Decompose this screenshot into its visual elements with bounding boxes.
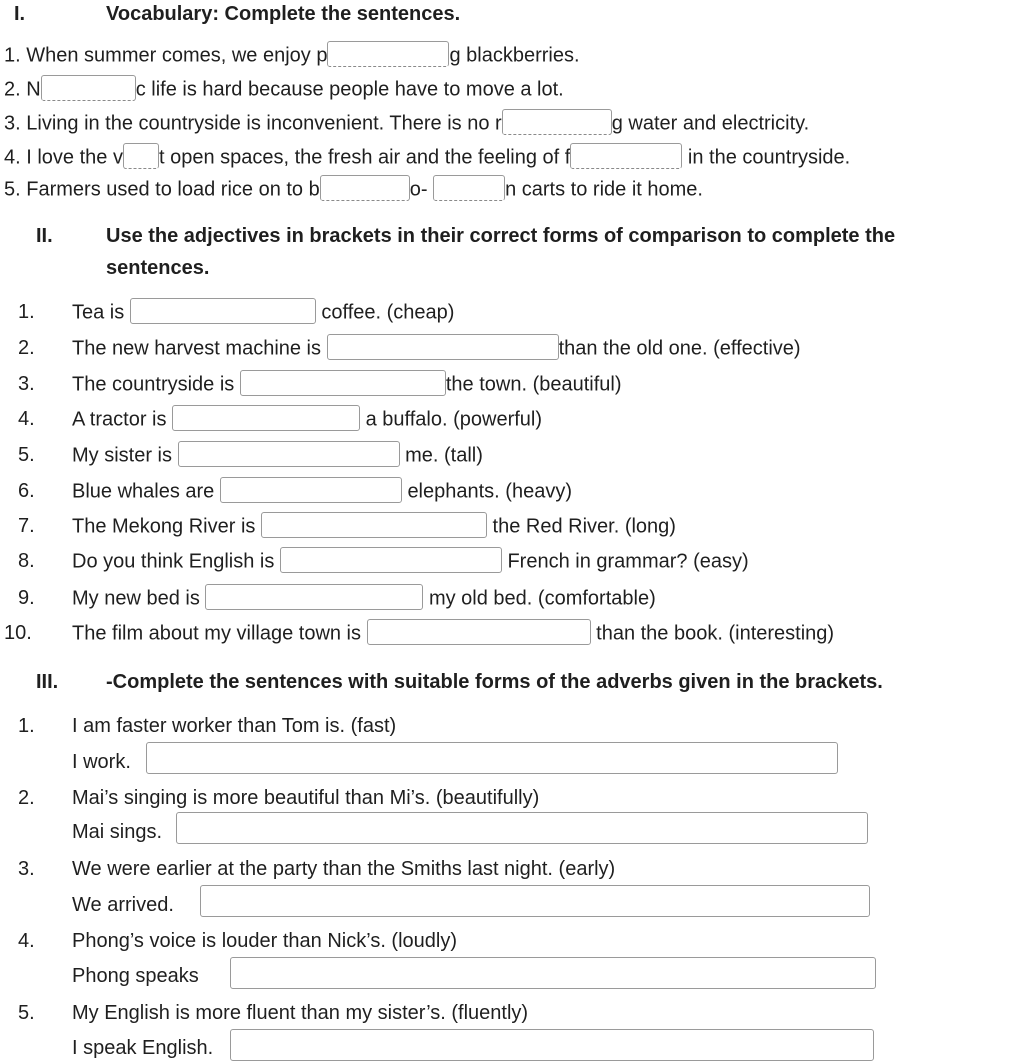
s3-item-3-number: 3. xyxy=(18,858,35,880)
s2-item-1-number: 1. xyxy=(18,301,35,323)
item-text: in the countryside. xyxy=(687,146,851,169)
item-text: n carts to ride it home. xyxy=(505,178,703,201)
s3-item-1-number: 1. xyxy=(18,715,35,737)
s1-item-4 xyxy=(4,145,850,171)
section-3-title: -Complete the sentences with suitable forms of the adverbs given in the brackets. xyxy=(106,671,883,693)
item-text: Do you think English is xyxy=(72,550,275,573)
s2-item-5-number: 5. xyxy=(18,444,35,466)
s1-item-2 xyxy=(4,77,564,103)
s1-item-1 xyxy=(4,43,580,69)
answer-input[interactable] xyxy=(146,742,838,774)
answer-input[interactable] xyxy=(123,143,159,169)
section-3-number: III. xyxy=(36,671,59,693)
s2-item-9-number: 9. xyxy=(18,587,35,609)
answer-input[interactable] xyxy=(240,370,446,396)
section-1-number: I. xyxy=(14,3,26,25)
item-text: the town. (beautiful) xyxy=(445,373,622,396)
item-text: A tractor is xyxy=(72,408,167,431)
item-text: than the old one. (effective) xyxy=(558,337,801,360)
answer-input[interactable] xyxy=(172,405,360,431)
item-text: than the book. (interesting) xyxy=(596,622,835,645)
s3-item-2-sentence: Mai’s singing is more beautiful than Mi’s. (beautifully) xyxy=(72,787,540,809)
s2-item-3 xyxy=(72,372,622,398)
item-text: French in grammar? (easy) xyxy=(507,550,749,573)
item-text: My new bed is xyxy=(72,587,200,610)
s2-item-3-number: 3. xyxy=(18,373,35,395)
s2-item-6 xyxy=(72,479,572,505)
s3-item-3-prompt: We arrived. xyxy=(72,894,174,916)
item-text: g water and electricity. xyxy=(611,112,810,135)
answer-input[interactable] xyxy=(178,441,400,467)
s3-item-5-sentence: My English is more fluent than my sister’s. (fluently) xyxy=(72,1002,529,1024)
s1-item-3 xyxy=(4,111,809,137)
answer-input[interactable] xyxy=(327,41,449,67)
item-text: The film about my village town is xyxy=(72,622,362,645)
item-text: Blue whales are xyxy=(72,480,215,503)
s2-item-8-number: 8. xyxy=(18,550,35,572)
item-text: N xyxy=(26,78,41,101)
s2-item-5 xyxy=(72,443,483,469)
s2-item-1 xyxy=(72,300,454,326)
answer-input[interactable] xyxy=(230,957,876,989)
s2-item-8 xyxy=(72,549,749,575)
item-text: The new harvest machine is xyxy=(72,337,322,360)
s3-item-5-prompt: I speak English. xyxy=(72,1037,214,1059)
item-text: c life is hard because people have to move a lot. xyxy=(135,78,564,101)
item-text: coffee. (cheap) xyxy=(321,301,455,324)
answer-input[interactable] xyxy=(41,75,136,101)
answer-input[interactable] xyxy=(130,298,316,324)
s2-item-2-number: 2. xyxy=(18,337,35,359)
item-text: The Mekong River is xyxy=(72,515,256,538)
s2-item-7 xyxy=(72,514,676,540)
s2-item-4 xyxy=(72,407,542,433)
item-number: 5. xyxy=(4,178,21,201)
s3-item-4-prompt: Phong speaks xyxy=(72,965,199,987)
item-text: Tea is xyxy=(72,301,125,324)
answer-input[interactable] xyxy=(230,1029,874,1061)
item-text: Farmers used to load rice on to b xyxy=(26,178,320,201)
answer-input[interactable] xyxy=(220,477,402,503)
s3-item-4-sentence: Phong’s voice is louder than Nick’s. (loudly) xyxy=(72,930,458,952)
item-text: the Red River. (long) xyxy=(492,515,676,538)
item-text: t open spaces, the fresh air and the feeling of f xyxy=(158,146,571,169)
item-text: my old bed. (comfortable) xyxy=(428,587,656,610)
section-2-title-line1: Use the adjectives in brackets in their correct forms of comparison to complete the xyxy=(106,225,896,247)
item-text: o- xyxy=(409,178,428,201)
answer-input[interactable] xyxy=(327,334,559,360)
answer-input[interactable] xyxy=(280,547,502,573)
s2-item-7-number: 7. xyxy=(18,515,35,537)
section-2-title-line2: sentences. xyxy=(106,257,210,279)
s3-item-1-prompt: I work. xyxy=(72,751,131,773)
s3-item-1-sentence: I am faster worker than Tom is. (fast) xyxy=(72,715,397,737)
item-number: 1. xyxy=(4,44,21,67)
item-text: me. (tall) xyxy=(405,444,483,467)
section-1-title: Vocabulary: Complete the sentences. xyxy=(106,3,461,25)
item-text: a buffalo. (powerful) xyxy=(365,408,543,431)
s2-item-6-number: 6. xyxy=(18,480,35,502)
item-number: 3. xyxy=(4,112,21,135)
item-text: elephants. (heavy) xyxy=(407,480,572,503)
item-text: I love the v xyxy=(26,146,123,169)
answer-input[interactable] xyxy=(261,512,487,538)
item-text: Living in the countryside is inconvenient. There is no r xyxy=(26,112,502,135)
item-number: 2. xyxy=(4,78,21,101)
item-number: 4. xyxy=(4,146,21,169)
s3-item-3-sentence: We were earlier at the party than the Smiths last night. (early) xyxy=(72,858,616,880)
s1-item-5 xyxy=(4,177,703,203)
answer-input[interactable] xyxy=(367,619,591,645)
answer-input[interactable] xyxy=(320,175,410,201)
answer-input[interactable] xyxy=(570,143,682,169)
item-text: When summer comes, we enjoy p xyxy=(26,44,328,67)
s3-item-2-prompt: Mai sings. xyxy=(72,821,163,843)
answer-input[interactable] xyxy=(200,885,870,917)
answer-input[interactable] xyxy=(205,584,423,610)
answer-input[interactable] xyxy=(433,175,505,201)
section-2-number: II. xyxy=(36,225,53,247)
s2-item-4-number: 4. xyxy=(18,408,35,430)
item-text: The countryside is xyxy=(72,373,235,396)
s2-item-2 xyxy=(72,336,801,362)
s2-item-10 xyxy=(72,621,834,647)
answer-input[interactable] xyxy=(502,109,612,135)
s3-item-4-number: 4. xyxy=(18,930,35,952)
s2-item-9 xyxy=(72,586,656,612)
s3-item-2-number: 2. xyxy=(18,787,35,809)
item-text: g blackberries. xyxy=(449,44,580,67)
s3-item-5-number: 5. xyxy=(18,1002,35,1024)
s2-item-10-number: 10. xyxy=(4,622,32,644)
item-text: My sister is xyxy=(72,444,172,467)
answer-input[interactable] xyxy=(176,812,868,844)
